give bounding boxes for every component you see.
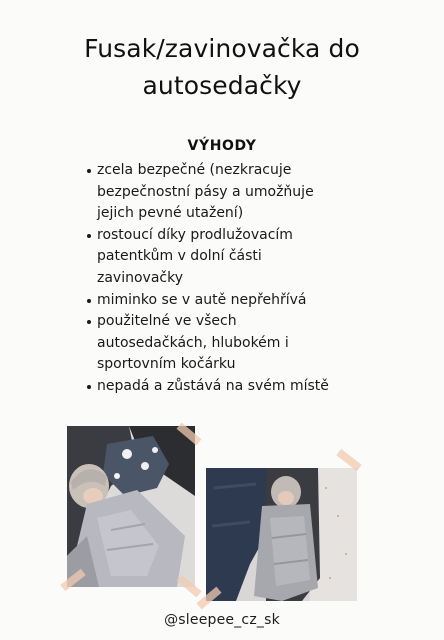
car-seat-photo [67,426,195,587]
benefit-line: bezpečnostní pásy a umožňuje [97,183,314,200]
stroller-photo [206,468,357,601]
benefit-line: autosedačkách, hlubokém i [97,334,289,351]
benefit-line: použitelné ve všech [97,313,237,330]
benefit-item [87,376,387,398]
benefits-list [87,160,387,398]
benefit-item [87,225,387,290]
benefit-line: rostoucí díky prodlužovacím [97,226,293,243]
benefit-line: zavinovačky [97,269,183,286]
stroller-photo-illustration [206,468,357,601]
section-heading: VÝHODY [187,138,257,154]
benefit-line: zcela bezpečné (nezkracuje [97,162,292,178]
benefit-line: nepadá a zůstává na svém místě [97,377,329,394]
social-handle: @sleepee_cz_sk [164,612,280,628]
benefit-line: patentkům v dolní části [97,248,262,265]
benefit-item [87,311,387,376]
benefit-line: sportovním kočárku [97,356,236,373]
page-title [0,30,444,104]
title-line-2: autosedačky [142,71,302,100]
title-line-1: Fusak/zavinovačka do [84,34,360,63]
benefit-item [87,160,387,225]
car-seat-photo-illustration [67,426,195,587]
benefit-line: miminko se v autě nepřehřívá [97,291,307,308]
benefit-item [87,290,387,312]
benefit-line: jejich pevné utažení) [97,205,244,222]
